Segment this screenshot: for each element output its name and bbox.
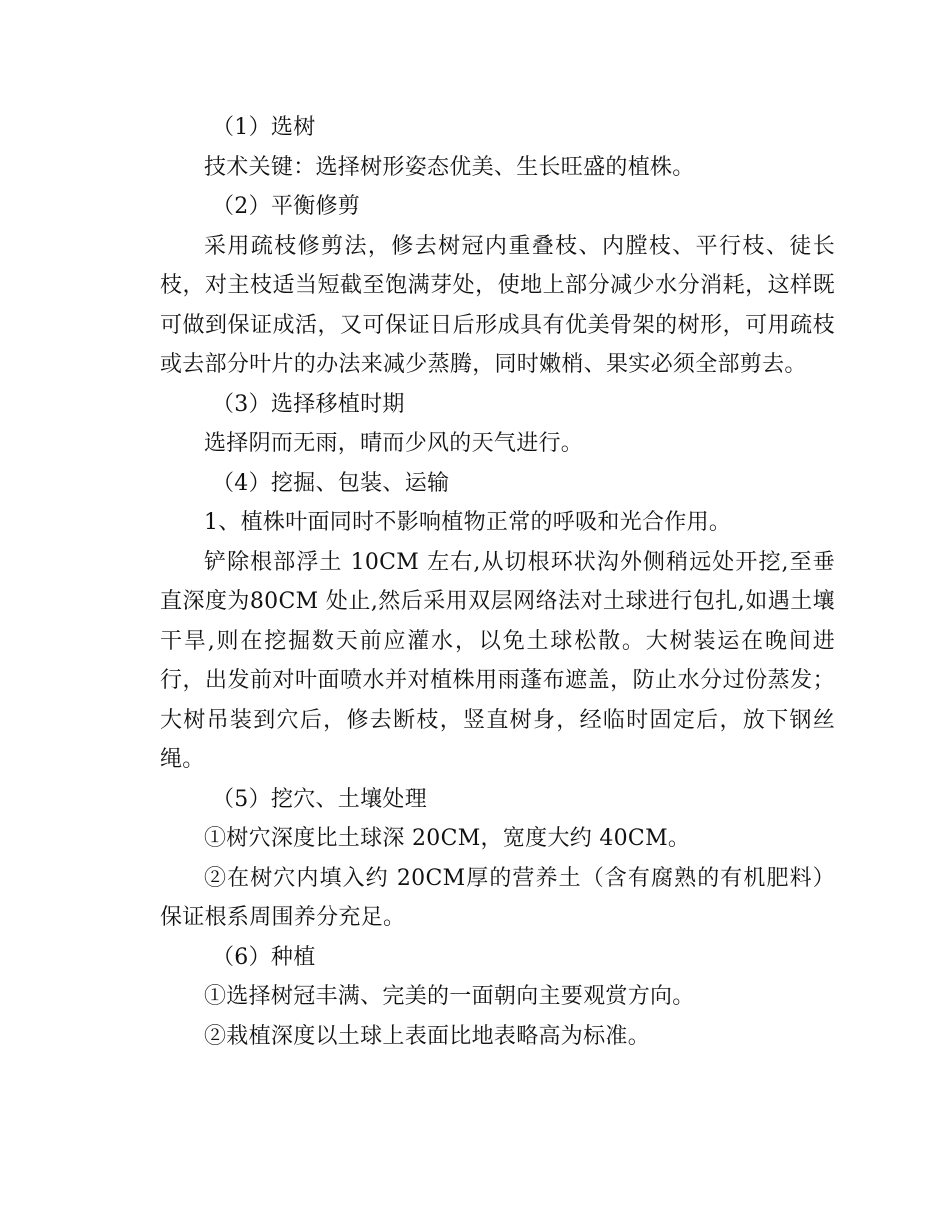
section-heading-select-tree: （1）选树 bbox=[212, 115, 316, 140]
section-heading-digging-packing-transport: （4）挖掘、包装、运输 bbox=[212, 470, 450, 496]
section-heading-pit-soil: （5）挖穴、土壤处理 bbox=[212, 786, 427, 812]
section-heading-balance-pruning: （2）平衡修剪 bbox=[212, 194, 361, 219]
paragraph-crown-orientation: ①选择树冠丰满、完美的一面朝向主要观赏方向。 bbox=[204, 984, 695, 1009]
paragraph-digging-procedure: 铲除根部浮土 10CM 左右,从切根环状沟外侧稍远处开挖,至垂直深度为80CM 处止,然后采用双层网络法对土球进行包扎,如遇土壤干旱,则在挖掘数天前应灌水，以免土球松散。大树装运在晚间进行，出发前对叶面喷水并对植株用雨蓬布遮盖，防止水分过份蒸发；大树吊装到穴后，修去断枝，竖直树身，经临时固定后，放下钢丝绳。 bbox=[160, 549, 835, 772]
section-heading-planting: （6）种植 bbox=[212, 944, 316, 970]
document-page bbox=[160, 108, 835, 1056]
paragraph-pruning-method: 采用疏枝修剪法，修去树冠内重叠枝、内膛枝、平行枝、徒长枝，对主枝适当短截至饱满芽处，使地上部分减少水分消耗，这样既可做到保证成活，又可保证日后形成具有优美骨架的树形，可用疏枝或去部分叶片的办法来减少蒸腾，同时嫩梢、果实必须全部剪去。 bbox=[160, 233, 835, 377]
paragraph-nutrient-soil: ②在树穴内填入约 20CM厚的营养土（含有腐熟的有机肥料）保证根系周围养分充足。 bbox=[160, 865, 835, 930]
section-heading-transplant-period: （3）选择移植时期 bbox=[212, 391, 405, 417]
paragraph-technical-key: 技术关键：选择树形姿态优美、生长旺盛的植株。 bbox=[204, 154, 695, 180]
paragraph-pit-depth: ①树穴深度比土球深 20CM，宽度大约 40CM。 bbox=[204, 826, 691, 851]
paragraph-leaf-surface: 1、植株叶面同时不影响植物正常的呼吸和光合作用。 bbox=[204, 510, 732, 535]
paragraph-weather: 选择阴而无雨，晴而少风的天气进行。 bbox=[204, 431, 584, 456]
paragraph-planting-depth: ②栽植深度以土球上表面比地表略高为标准。 bbox=[204, 1023, 651, 1049]
